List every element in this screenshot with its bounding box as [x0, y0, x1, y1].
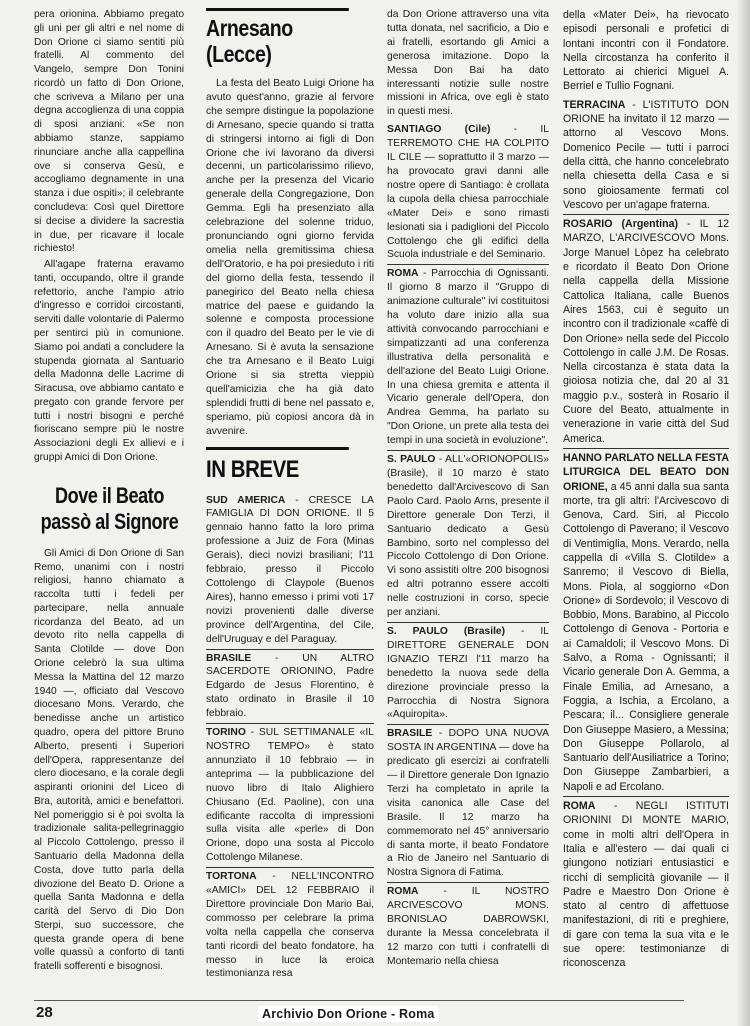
news-text: - UN ALTRO SACERDOTE ORIONINO, Padre Edgardo de Jesus Florentino, è stato ordinato in Brasile il 10 febbraio.: [206, 652, 374, 720]
news-item: [387, 121, 549, 262]
page-edge-shadow: [736, 0, 750, 1026]
news-item: [563, 214, 729, 446]
news-text: - L'ISTITUTO DON ORIONE ha invitato il 12 marzo — attorno al Vescovo Mons. Domenico Pecile — tutti i parroci della città, che hanno concelebrato nella chiesetta della Casa e si sono gioiosamente fermati col Vescovo per un'agape fraterna.: [563, 98, 729, 211]
news-item: [206, 492, 374, 647]
news-lead: ROMA: [387, 268, 419, 280]
news-text: - NEGLI ISTITUTI ORIONINI DI MONTE MARIO, come in molti altri dell'Opera in Italia e all'estero — dai quali ci giungono notiziari entusiastici e ricchi di semplicità giovanile — il Padre e Maestro Don Orione è stato al centro di affettuose manifestazioni, di riti e preghiere, di gare con tema la sua vita e le sue opere: testimonianze di riconoscenza: [563, 800, 729, 970]
news-text: - NELL'INCONTRO «AMICI» DEL 12 FEBBRAIO il Direttore provinciale Don Mario Bai, commosso per celebrare la prima volta nella cappella che conserva tanti ricordi del beato fondatore, ha messo in luce la eroica testimonianza resa: [206, 871, 374, 980]
news-text: - CRESCE LA FAMIGLIA DI DON ORIONE. Il 5 gennaio hanno fatto la loro prima professione a Juiz de Fora (Minas Gerais), dieci novizi brasiliani; l'11 febbraio, presso il Piccolo Cottolengo di Claypole (Buenos Aires), hanno emesso i primi voti 17 novizi provenienti dalle diverse province dell'Argentina, del Cile, dell'Uruguay e del Paraguay.: [206, 494, 374, 645]
news-lead: BRASILE: [387, 728, 433, 740]
column-2: [206, 8, 374, 983]
news-lead: S. PAULO: [387, 454, 436, 466]
news-lead: TORINO: [206, 727, 246, 739]
news-lead: TERRACINA: [563, 98, 626, 111]
archive-label: Archivio Don Orione - Roma: [258, 1006, 439, 1022]
news-item: [387, 264, 549, 448]
news-text: - IL DIRETTORE GENERALE DON IGNAZIO TERZI l'11 marzo ha benedetto la nuova sede della direzione provinciale presso la Parrocchia di Nostra Signora «Aquiropita».: [387, 625, 549, 721]
news-text: - ALL'«ORIONOPOLIS» (Brasile), il 10 marzo è stato benedetto dall'Arcivescovo di San Paolo Card. Paolo Arns, presente il Direttore generale Don Terzi, il Santuario dedicato a Gesù Bambino, sorto nel complesso del Piccolo Cottolengo di Don Orione. Vi sono assistiti oltre 200 bisognosi ed altri potranno essere accolti nelle costruzioni in corso, specie per anziani.: [387, 454, 549, 619]
news-lead: ROMA: [387, 886, 419, 898]
news-item: [206, 723, 374, 865]
article-headline: Arnesano (Lecce): [206, 8, 349, 67]
news-item: [206, 649, 374, 722]
paragraph: pera orionina. Abbiamo pregato gli uni per gli altri e nel nome di Don Orione ci siamo sentiti più fratelli. Al commento del Vangelo, sempre Don Tonini ricordò un fatto di Don Orione, che scriveva a Milano per una degna accoglienza di una coppia di sposi anziani: «Se non abbiamo stanze, sappiamo rinunciare anche alla cappellina ove si conserva Gesù, e accogliamo degnamente in una stanza i due ospiti»; il celebrante concludeva: Così quel Direttore si decise a dividere la sacrestia in due, per ricavare il locale richiesto!: [34, 9, 184, 255]
news-item: [563, 96, 729, 212]
news-item: [206, 867, 374, 981]
footer-divider: [34, 1000, 684, 1001]
news-item: [563, 796, 729, 971]
news-lead: SANTIAGO (Cile): [387, 124, 491, 136]
news-lead: TORTONA: [206, 871, 257, 883]
news-item: [387, 882, 549, 968]
news-text: - Parrocchia di Ognissanti. Il giorno 8 marzo il "Gruppo di animazione culturale" ivi costituitosi ha voluto dare inizio alla sua attività convocando parrocchiani e simpatizzanti ad una conferenza illustrativa della personalità e dell'azione del Beato Luigi Orione. In una chiesa gremita e attenta il Vicario generale dell'Opera, don Andrea Gemma, ha parlato su "Don Orione, un prete alla testa dei tempi in una società in evoluzione".: [387, 268, 549, 447]
column-1: [34, 8, 184, 976]
news-lead: ROSARIO (Argentina): [563, 218, 679, 231]
news-item: [387, 450, 549, 620]
page-number: 28: [36, 1004, 53, 1021]
news-lead: HANNO PARLATO NELLA FESTA LITURGICA DEL BEATO DON ORIONE,: [563, 451, 729, 493]
paragraph: Gli Amici di Don Orione di San Remo, unanimi con i nostri religiosi, hanno chiamato a raccolta tutti i fedeli per partecipare, nella annuale ricordanza del Beato, ad un devoto rito nella cappella di Santa Clotilde — dove Don Orione celebrò la sua ultima Messa la Mattina del 12 marzo 1940 —, officiato dal Vescovo diocesano Mons. Verardo, che benedisse anche un artistico quadro, opera del pittore Bruno Alberto, presenti i Superiori dell'Opera, rappresentanze del clero diocesano, e la corale degli aspiranti orionini del Liceo di Bra, autorità, amici e benefattori. Nel pomeriggio si è poi svolta la tradizionale salita-pellegrinaggio al Piccolo Cottolengo, presso il Santuario della Madonna della Costa, dove tutto parla della divozione del Beato D. Orione a quella Santa Madonna e della carità del Servo di Dio Don Sterpi, suo successore, che questa grande opera di bene volle quassù a conforto di tanti fratelli sofferenti e bisognosi.: [34, 547, 184, 973]
news-text: - SUL SETTIMANALE «IL NOSTRO TEMPO» è stato annunziato il 10 febbraio — in anteprima — la pubblicazione del nuovo libro di Italo Alighiero Chiusano (Ed. Paoline), con una edificante raccolta di impressioni sulla visita alle «perle» di Don Orione, dopo una sosta al Piccolo Cottolengo Milanese.: [206, 727, 374, 864]
news-text: - IL NOSTRO ARCIVESCOVO MONS. BRONISLAO DABROWSKI, durante la Messa concelebrata il 12 marzo con tutti i confratelli di Montemario nella chiesa: [387, 886, 549, 967]
news-text: - DOPO UNA NUOVA SOSTA IN ARGENTINA — dove ha predicato gli esercizi ai confratelli — il Direttore generale Don Ignazio Terzi ha completato in aprile la visita canonica alle Case del Brasile. Il 12 marzo ha commemorato nel 45° anniversario di santa morte, il beato Fondatore a Rio de Janeiro nel Santuario di Nostra Signora di Fatima.: [387, 728, 549, 879]
news-text: - IL 12 MARZO, L'ARCIVESCOVO Mons. Jorge Manuel Lòpez ha celebrato e ricordato il Beato Don Orione nella cappella della Missione Cattolica Italiana, calle Buenos Aires 1563, cui è seguito un incontro con il tradizionale «caffè di Don Orione» nella sede del Piccolo Cottolengo in calle J.M. De Rosas. Nella circostanza è stata data la gioiosa notizia che, dal 20 al 31 maggio p.v., sosterà in Rosario il Cuore del Beato, attualmente in venerazione in varie città del Sud America.: [563, 218, 729, 445]
news-text: - IL TERREMOTO CHE HA COLPITO IL CILE — soprattutto il 3 marzo — ha provocato gravi danni alle nostre opere di Santiago: è crollata la cupola della chiesa parrocchiale «Mater Dei» e sono rimasti lesionati sia i padiglioni del Piccolo Cottolengo che gli edifici della Scuola industriale e del Seminario.: [387, 124, 549, 261]
news-lead: SUD AMERICA: [206, 494, 286, 506]
news-item: [387, 724, 549, 880]
paragraph: La festa del Beato Luigi Orione ha avuto quest'anno, grazie al fervore che sempre distingue la popolazione di Arnesano, specie quando si tratta di stringersi intorno ai figli di Don Orione che ivi lavorano da diversi decenni, un particolarissimo rilievo, anche per la presenza del Vicario generale della Congregazione, Don Gemma. Egli ha presenziato alla celebrazione del solenne triduo, pronunciando ogni giorno fervida omelia nella gremitissima chiesa dell'Oratorio, e ha poi presieduto i riti del giorno della festa, tessendo il panegirico del Beato nella chiesa matrice del paese e guidando la solenne e composta processione con il quadro del Beato per le vie di Arnesano. Si è avuta la sensazione che tra Arnesano e il Beato Luigi Orione si sia stretta vieppiù quell'amicizia che ha già dato splendidi frutti di bene nel passato e, speriamo, più copiosi ancora dà in avvenire.: [206, 78, 374, 437]
paragraph: della «Mater Dei», ha rievocato episodi personali e profetici di lontani incontri con il Fondatore. Nella circostanza ha conferito il Lettorato ai chierici Miguel A. Berriel e Tullio Fognani.: [563, 9, 729, 93]
news-lead: ROMA: [563, 800, 596, 813]
news-lead: S. PAULO (Brasile): [387, 625, 506, 637]
news-lead: BRASILE: [206, 652, 252, 664]
article-headline: Dove il Beato passò al Signore: [40, 482, 179, 534]
paragraph: da Don Orione attraverso una vita tutta donata, nel sacrificio, a Dio e ai fratelli, esortando gli Amici a generosa imitazione. Dopo la Messa Don Bai ha dato interessanti notizie sulle nostre missioni in Africa, ove egli è stato in questi mesi.: [387, 9, 549, 118]
news-item: [387, 622, 549, 722]
column-3: [387, 8, 549, 971]
news-item: [563, 448, 729, 794]
column-4: [563, 8, 729, 973]
news-text: a 45 anni dalla sua santa morte, tra gli altri: l'Arcivescovo di Genova, Card. Siri, al Piccolo Cottolengo di Paverano; il Vescovo di Ventimiglia, Mons. Verardo, nella cappella di «Villa S. Clotilde» a Sanremo; il Vescovo di Biella, Mons. Piola, al soggiorno «Don Orione» di Sordevolo; il Vescovo di Bobbio, Mons. Barabino, al Piccolo Cottolengo di Genova - Portoria e ai Camaldoli; il Vescovo Mons. Di Salvo, a Roma - Ognissanti; il Vicario generale Don A. Gemma, a Finale Emilia, ad Arnesano, a Foggia, a Ischia, a Ercolano, a Pescara; il... Consigliere generale Don Giuseppe Masiero, a Messina; Don Giuseppe Pollarolo, al Santuario dell'Ausiliatrice a Torino; Don Giuseppe Zambarbieri, a Napoli e ad Ercolano.: [563, 480, 729, 793]
section-headline: IN BREVE: [206, 447, 349, 484]
paragraph: All'agape fraterna eravamo tanti, occupando, oltre il grande refettorio, anche l'ampio atrio d'ingresso e corridoi circostanti, serviti dalle volontarie di Palermo per sentirci più in comunione. Siamo poi andati a concludere la stupenda giornata al Santuario della Madonna delle Lacrime di Siracusa, ove abbiamo cantato e pregato con grande fervore per tutti i nostri bisogni e perché fioriscano sempre più le nostre Associazioni degli Ex allievi e i gruppi Amici di Don Orione.: [34, 259, 184, 463]
